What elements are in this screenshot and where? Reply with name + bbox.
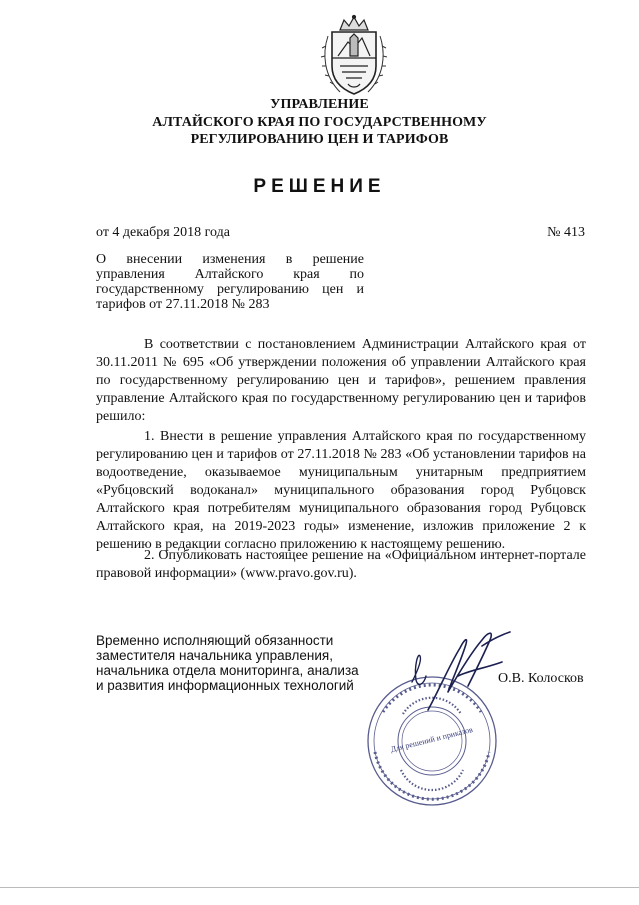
- signatory-position-line: и развития информационных технологий: [96, 678, 354, 693]
- signatory-position-line: заместителя начальника управления,: [96, 648, 333, 663]
- body-paragraph-item-2: 2. Опубликовать настоящее решение на «Официальном интернет-портале правовой информации» (www.pravo.gov.ru).: [96, 548, 586, 581]
- org-name-line-2: АЛТАЙСКОГО КРАЯ ПО ГОСУДАРСТВЕННОМУ: [152, 115, 487, 130]
- document-subject: О внесении изменения в решение управления Алтайского края по государственному регулированию цен и тарифов от 27.11.2018 № 283: [96, 252, 364, 312]
- signatory-position-line: начальника отдела мониторинга, анализа: [96, 663, 359, 678]
- signatory-position: [96, 633, 396, 693]
- org-name-line-3: РЕГУЛИРОВАНИЮ ЦЕН И ТАРИФОВ: [190, 132, 449, 147]
- page-bottom-rule: [0, 887, 639, 888]
- altai-krai-coat-of-arms-icon: [318, 14, 390, 98]
- signatory-position-line: Временно исполняющий обязанности: [96, 633, 334, 648]
- document-date: от 4 декабря 2018 года: [96, 225, 230, 240]
- handwritten-signature: [398, 622, 518, 718]
- document-number: № 413: [547, 225, 585, 240]
- org-name-line-1: УПРАВЛЕНИЕ: [270, 97, 369, 112]
- signatory-name: О.В. Колосков: [498, 671, 584, 686]
- stamp-text: Для решений и приказов: [389, 724, 474, 755]
- document-title: РЕШЕНИЕ: [253, 176, 386, 197]
- body-paragraph-item-1: 1. Внести в решение управления Алтайского края по государственному регулированию цен и тарифов от 27.11.2018 № 283 «Об установлении тарифов на водоотведение, оказываемое муниципальным унитарным предприятием «Рубцовский водоканал» муниципального образования город Рубцовск Алтайского края потребителям муниципального образования город Рубцовск Алтайского края, на 2019-2023 годы» изменение, изложив приложение 2 к решению в редакции согласно приложению к настоящему решению.: [96, 429, 586, 552]
- body-paragraph-preamble: В соответствии с постановлением Администрации Алтайского края от 30.11.2011 № 695 «Об утверждении положения об управлении Алтайского края по государственному регулированию цен и тарифов», решением правления управление Алтайского края по государственному регулированию цен и тарифов решило:: [96, 337, 586, 424]
